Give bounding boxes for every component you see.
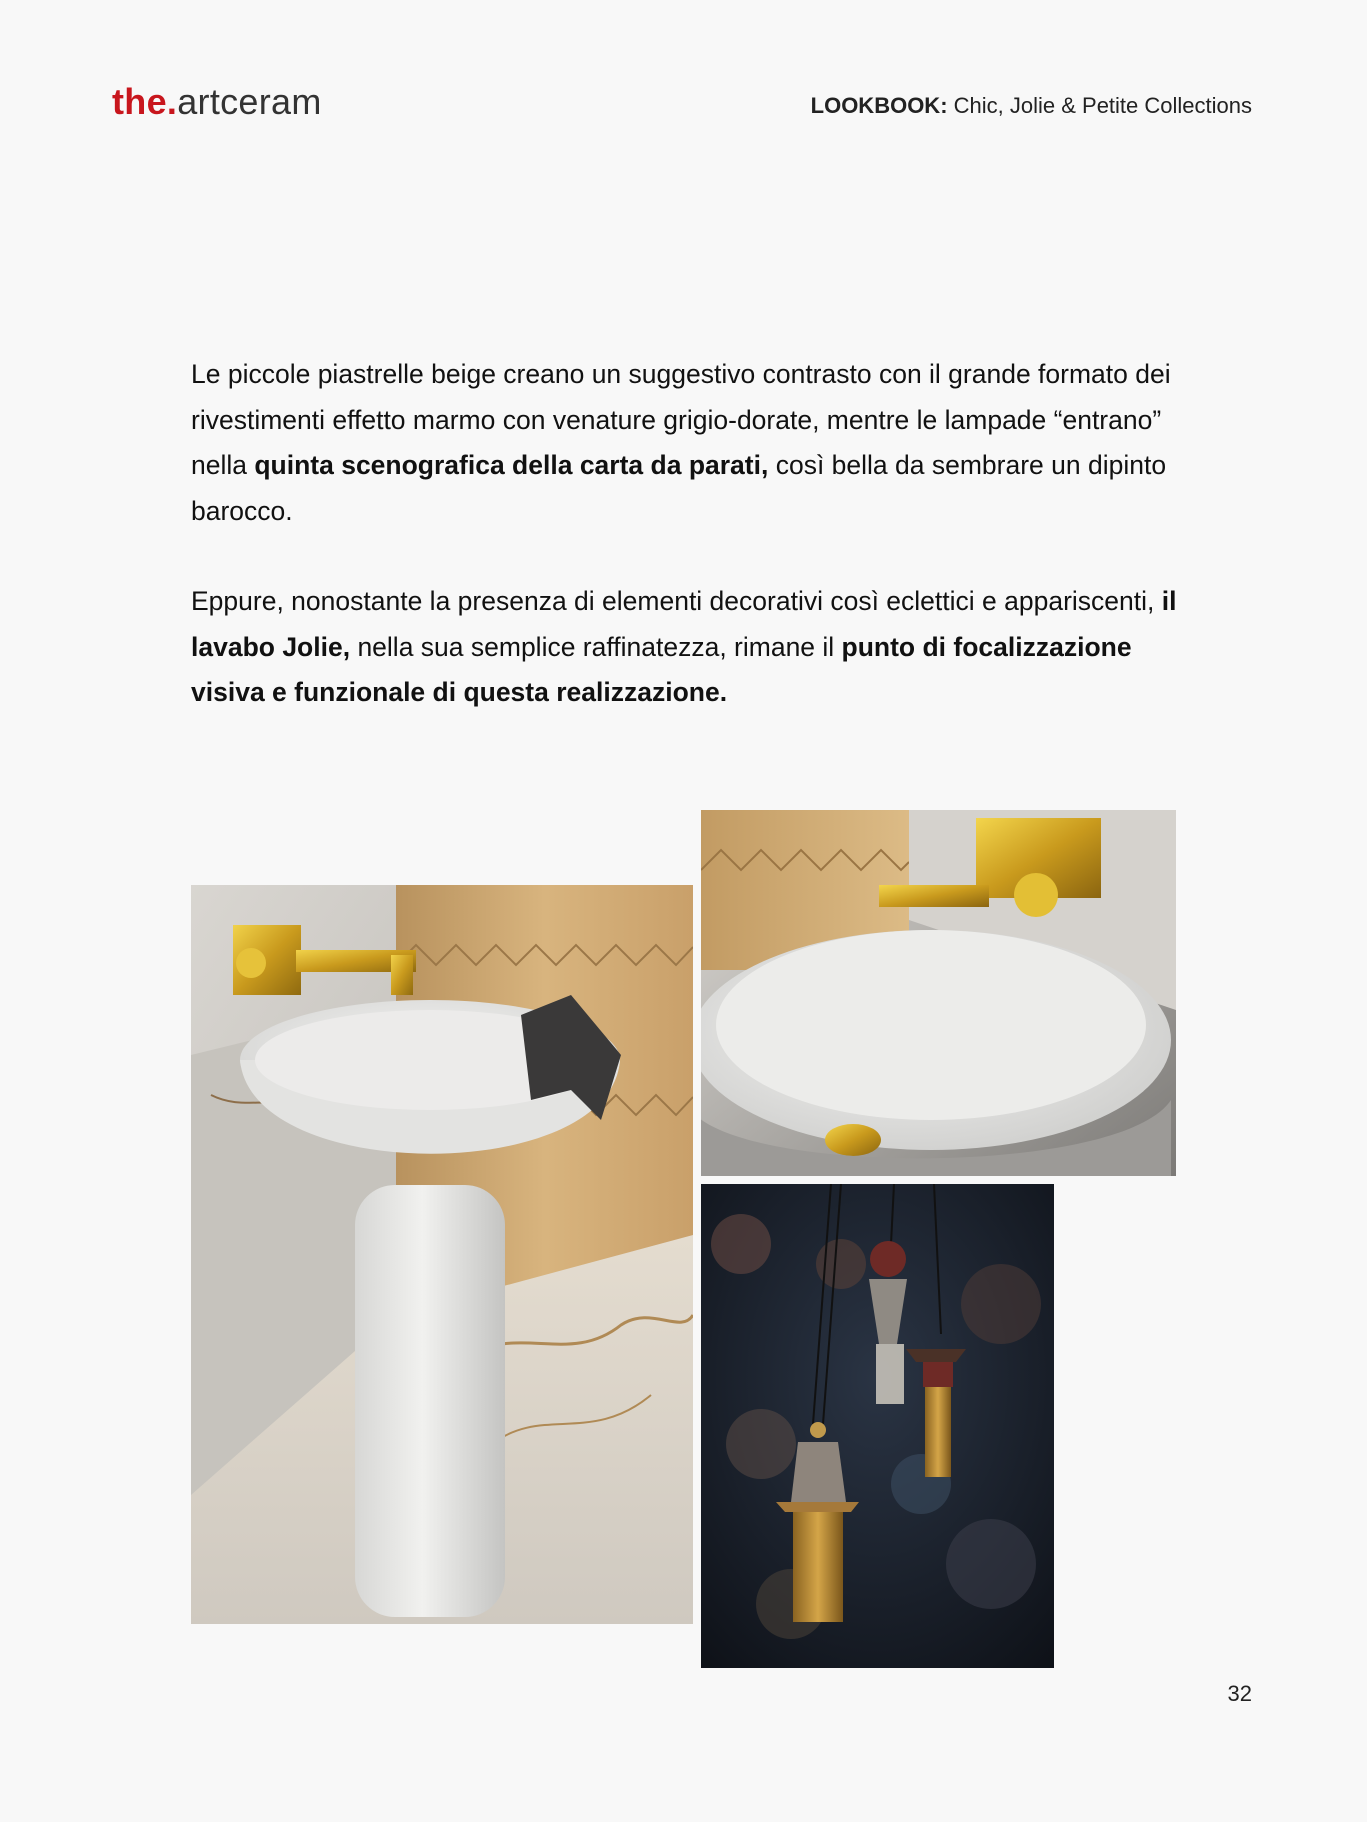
paragraph-1-bold: quinta scenografica della carta da parati, <box>254 450 769 480</box>
section-label: LOOKBOOK: <box>810 93 948 118</box>
paragraph-2-text-b: nella sua semplice raffinatezza, rimane il <box>350 631 842 662</box>
page-number: 32 <box>1227 1681 1252 1706</box>
paragraph-2-bold-a: il lavabo Jolie, <box>191 586 1177 662</box>
paragraph-1-text-a: Le piccole piastrelle beige creano un suggestivo contrasto con il grande formato dei rivestimenti effetto marmo con venature grigio-dorate, mentre le lampade “entrano” nella <box>191 359 1171 480</box>
photo-basin-closeup <box>701 810 1176 1176</box>
brand-logo <box>112 80 322 124</box>
photo-sink-pedestal <box>191 885 693 1624</box>
paragraph-1 <box>191 352 1191 534</box>
paragraph-2 <box>191 579 1191 716</box>
logo-name: artceram <box>177 81 322 122</box>
photo-pendant-lamps <box>701 1184 1054 1668</box>
logo-prefix: the <box>112 81 167 122</box>
running-header <box>811 92 1252 120</box>
paragraph-2-text-a: Eppure, nonostante la presenza di elementi decorativi così eclettici e appariscenti, <box>191 586 1162 616</box>
paragraph-1-text-b: così bella da sembrare un dipinto barocco. <box>191 450 1167 526</box>
logo-dot: . <box>166 81 178 122</box>
section-title: Chic, Jolie & Petite Collections <box>947 93 1252 118</box>
paragraph-2-bold-b: punto di focalizzazione visiva e funzionale di questa realizzazione. <box>191 631 1132 707</box>
